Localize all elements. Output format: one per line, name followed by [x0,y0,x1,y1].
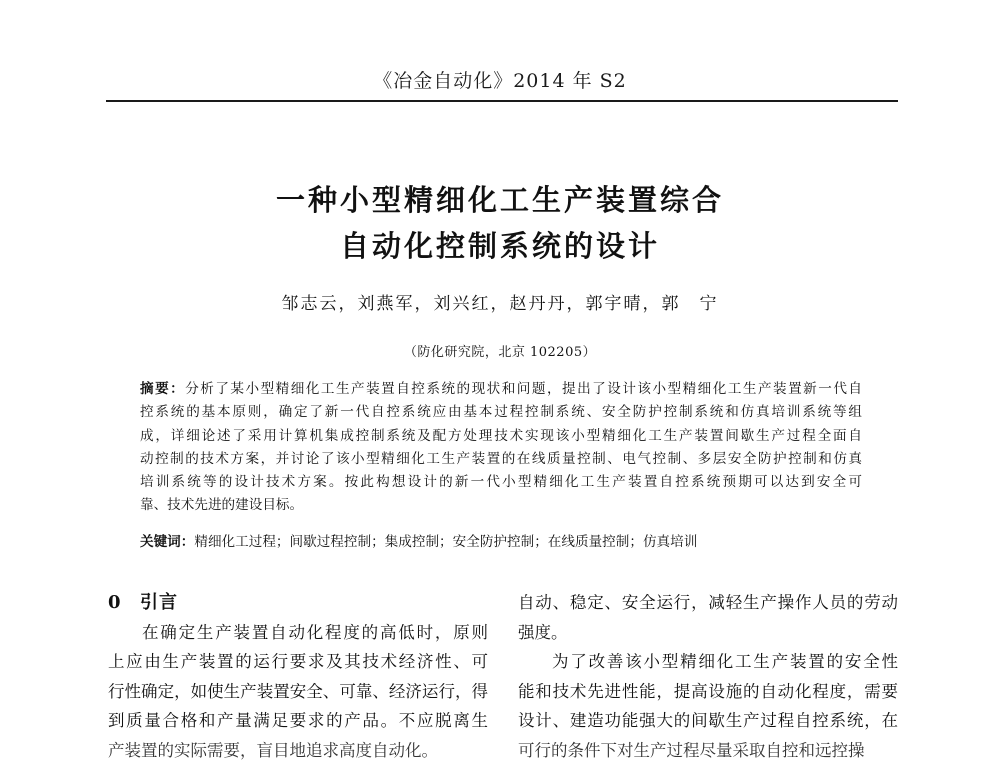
section-number: 0 [108,592,122,613]
paragraph-line: 到质量合格和产量满足要求的产品。不应脱离生 [108,711,488,730]
section-heading [108,588,488,618]
paragraph-line: 行性确定，如使生产装置安全、可靠、经济运行，得 [108,681,488,701]
affiliation: （防化研究院，北京 102205） [403,345,597,360]
running-head: 《冶金自动化》2014 年 S2 [373,70,627,92]
paper-title-line-1: 一种小型精细化工生产装置综合 [275,183,724,217]
left-column [108,588,488,760]
author-list: 邹志云，刘燕军，刘兴红，赵丹丹，郭宇晴，郭 宁 [281,294,719,314]
abstract [140,378,862,518]
paragraph-line-cut: 产装置的实际需要，盲目地追求高度自动化。 [108,740,438,760]
paragraph-line-cut: 可行的条件下对生产过程尽量采取自控和远控操 [518,740,865,760]
keywords [140,530,697,550]
keywords-label: 关键词： [140,534,195,550]
abstract-line: 动控制的技术方案，并讨论了该小型精细化工生产装置的在线质量控制、电气控制、多层安全防护控制和仿真 [140,450,862,467]
abstract-text: 分析了某小型精细化工生产装置自控系统的现状和问题，提出了设计该小型精细化工生产装置新一代自 [185,381,862,397]
paper-title-line-2: 自动化控制系统的设计 [339,229,660,263]
right-column [518,588,898,760]
keywords-text: 精细化工过程；间歇过程控制；集成控制；安全防护控制；在线质量控制；仿真培训 [194,534,698,550]
abstract-line: 培训系统等的设计技术方案。按此构想设计的新一代小型精细化工生产装置自控系统预期可以达到安全可 [140,474,862,491]
abstract-line: 靠、技术先进的建设目标。 [140,497,304,514]
paragraph-line: 为了改善该小型精细化工生产装置的安全性 [552,652,898,671]
abstract-line [140,378,862,401]
section-title: 引言 [140,592,178,613]
header-rule [106,100,898,102]
abstract-line: 成，详细论述了采用计算机集成控制系统及配方处理技术实现该小型精细化工生产装置间歇生产过程全面自 [140,427,862,444]
paragraph-line: 上应由生产装置的运行要求及其技术经济性、可 [108,652,488,671]
paragraph-line: 自动、稳定、安全运行，减轻生产操作人员的劳动 [518,593,898,612]
paragraph-line: 强度。 [518,622,568,642]
paragraph-line: 设计、建造功能强大的间歇生产过程自控系统，在 [518,711,898,730]
paragraph-line: 在确定生产装置自动化程度的高低时，原则 [142,622,488,642]
abstract-label: 摘要： [140,381,186,397]
paragraph-line: 能和技术先进性能，提高设施的自动化程度，需要 [518,681,898,701]
abstract-line: 控系统的基本原则，确定了新一代自控系统应由基本过程控制系统、安全防护控制系统和仿真培训系统等组 [140,404,862,421]
